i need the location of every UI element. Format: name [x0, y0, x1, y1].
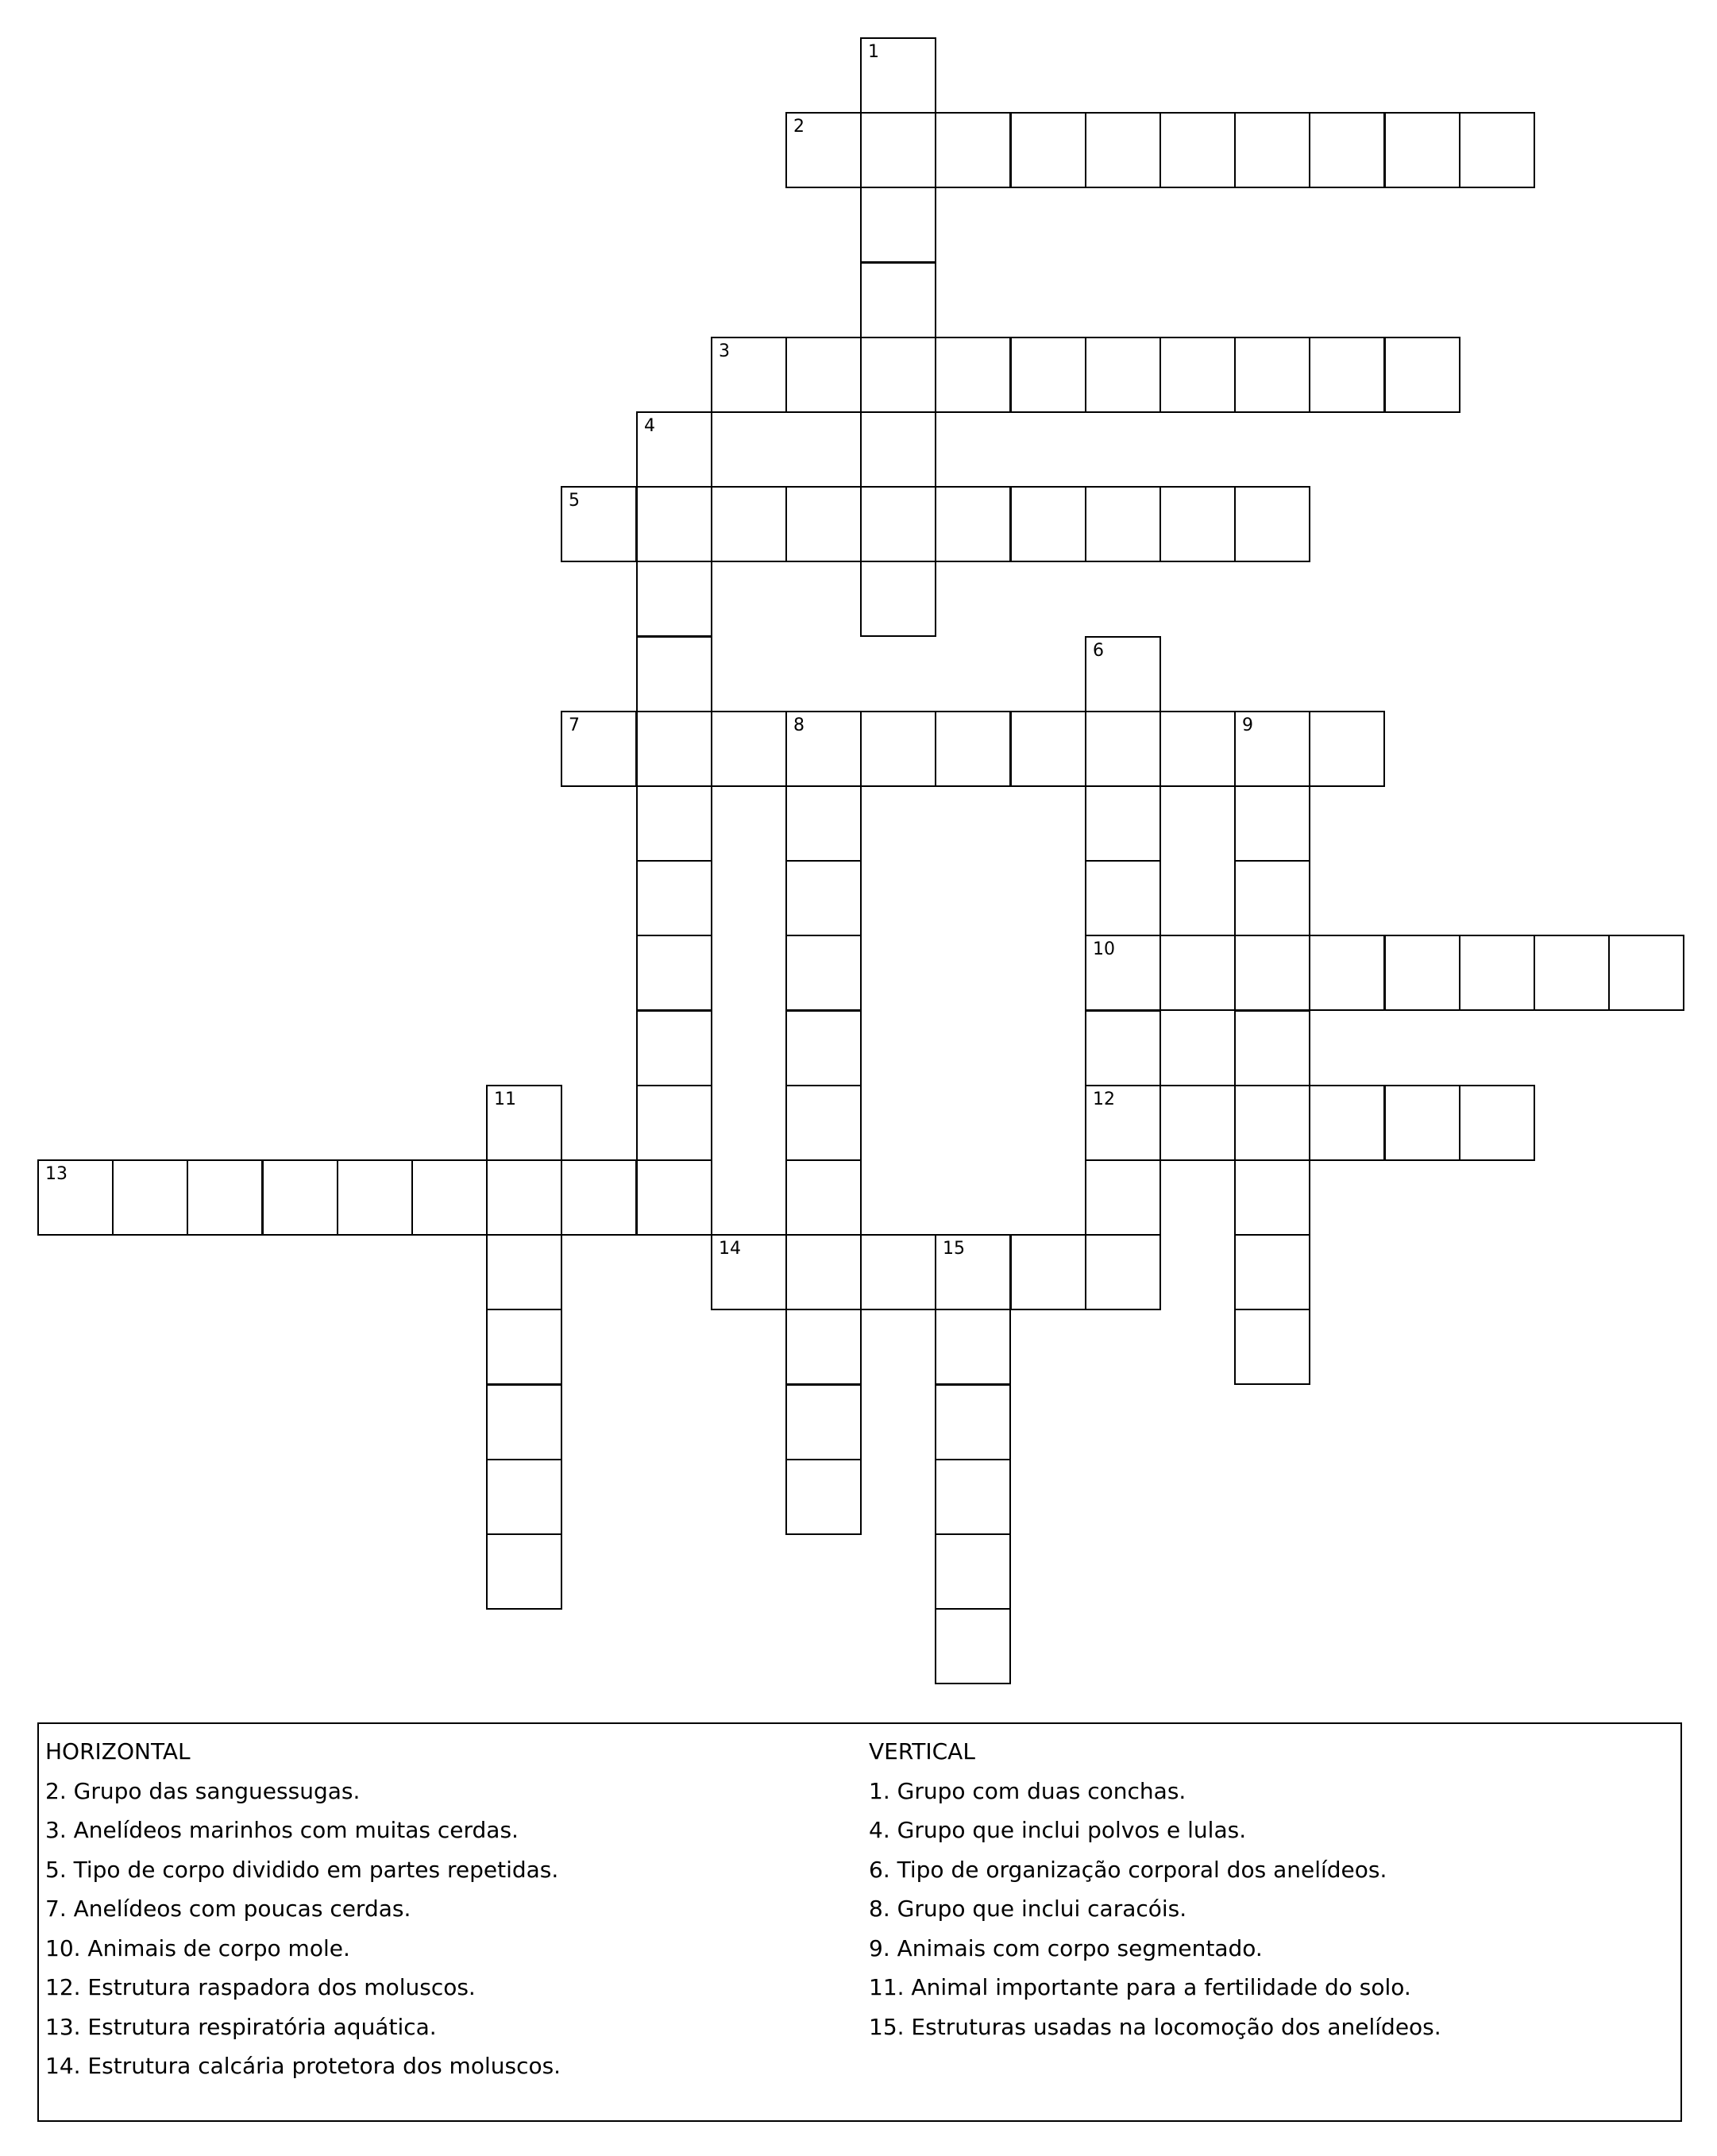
grid-cell[interactable]	[785, 1309, 862, 1385]
clue-number: 2	[793, 117, 804, 137]
horizontal-clue-12: 12. Estrutura raspadora dos moluscos.	[45, 1974, 476, 2000]
grid-cell[interactable]	[337, 1159, 413, 1236]
grid-cell[interactable]	[486, 1533, 562, 1610]
grid-cell[interactable]	[860, 1234, 936, 1310]
grid-cell[interactable]	[1085, 337, 1161, 413]
grid-cell[interactable]	[1234, 785, 1310, 862]
grid-cell[interactable]	[1384, 935, 1460, 1011]
grid-cell[interactable]	[1234, 486, 1310, 562]
grid-cell[interactable]	[561, 711, 637, 787]
grid-cell[interactable]	[785, 785, 862, 862]
grid-cell[interactable]	[935, 486, 1011, 562]
clue-number: 9	[1242, 715, 1253, 735]
grid-cell[interactable]	[935, 1234, 1011, 1310]
grid-cell[interactable]	[1459, 935, 1535, 1011]
clue-number: 7	[569, 715, 580, 735]
grid-cell[interactable]	[711, 711, 787, 787]
grid-cell[interactable]	[935, 1608, 1011, 1684]
clue-number: 4	[644, 416, 655, 436]
grid-cell[interactable]	[1309, 711, 1385, 787]
grid-cell[interactable]	[636, 561, 712, 637]
grid-cell[interactable]	[486, 1309, 562, 1385]
grid-cell[interactable]	[1085, 785, 1161, 862]
grid-cell[interactable]	[636, 411, 712, 488]
grid-cell[interactable]	[860, 262, 936, 338]
horizontal-clues-title: HORIZONTAL	[45, 1738, 191, 1765]
grid-cell[interactable]	[486, 1159, 562, 1236]
horizontal-clue-5: 5. Tipo de corpo dividido em partes repetidas.	[45, 1856, 559, 1883]
grid-cell[interactable]	[785, 486, 862, 562]
grid-cell[interactable]	[785, 1010, 862, 1086]
grid-cell[interactable]	[636, 486, 712, 562]
grid-cell[interactable]	[1159, 935, 1236, 1011]
horizontal-clue-14: 14. Estrutura calcária protetora dos moluscos.	[45, 2053, 561, 2079]
grid-cell[interactable]	[785, 1085, 862, 1161]
grid-cell[interactable]	[935, 711, 1011, 787]
clue-number: 3	[719, 341, 730, 361]
grid-cell[interactable]	[1085, 860, 1161, 936]
grid-cell[interactable]	[411, 1159, 488, 1236]
grid-cell[interactable]	[935, 1459, 1011, 1535]
grid-cell[interactable]	[935, 1384, 1011, 1460]
grid-cell[interactable]	[1234, 935, 1310, 1011]
grid-cell[interactable]	[935, 337, 1011, 413]
grid-cell[interactable]	[785, 112, 862, 188]
grid-cell[interactable]	[112, 1159, 188, 1236]
grid-cell[interactable]	[1085, 1085, 1161, 1161]
horizontal-clue-3: 3. Anelídeos marinhos com muitas cerdas.	[45, 1817, 519, 1843]
clue-number: 1	[868, 42, 879, 62]
grid-cell[interactable]	[1309, 337, 1385, 413]
grid-cell[interactable]	[486, 1234, 562, 1310]
horizontal-clue-2: 2. Grupo das sanguessugas.	[45, 1777, 361, 1804]
grid-cell[interactable]	[1010, 337, 1086, 413]
vertical-clue-1: 1. Grupo com duas conchas.	[869, 1777, 1186, 1804]
vertical-clues	[869, 1732, 1441, 2046]
grid-cell[interactable]	[1159, 486, 1236, 562]
grid-cell[interactable]	[1085, 1234, 1161, 1310]
clue-number: 8	[793, 715, 804, 735]
grid-cell[interactable]	[486, 1384, 562, 1460]
grid-cell[interactable]	[1309, 112, 1385, 188]
grid-cell[interactable]	[860, 187, 936, 263]
grid-cell[interactable]	[636, 785, 712, 862]
grid-cell[interactable]	[1234, 711, 1310, 787]
clue-number: 15	[943, 1239, 965, 1259]
grid-cell[interactable]	[1010, 112, 1086, 188]
grid-cell[interactable]	[636, 711, 712, 787]
grid-cell[interactable]	[860, 337, 936, 413]
grid-cell[interactable]	[1085, 935, 1161, 1011]
vertical-clue-11: 11. Animal importante para a fertilidade do solo.	[869, 1974, 1411, 2000]
grid-cell[interactable]	[1234, 1085, 1310, 1161]
grid-cell[interactable]	[860, 711, 936, 787]
grid-cell[interactable]	[1085, 112, 1161, 188]
grid-cell[interactable]	[1309, 935, 1385, 1011]
grid-cell[interactable]	[860, 561, 936, 637]
clue-number: 13	[45, 1164, 68, 1184]
grid-cell[interactable]	[636, 860, 712, 936]
clue-number: 6	[1093, 641, 1104, 661]
horizontal-clue-10: 10. Animais de corpo mole.	[45, 1934, 350, 1961]
grid-cell[interactable]	[1010, 1234, 1086, 1310]
vertical-clue-9: 9. Animais com corpo segmentado.	[869, 1934, 1263, 1961]
grid-cell[interactable]	[1234, 337, 1310, 413]
grid-cell[interactable]	[785, 1159, 862, 1236]
grid-cell[interactable]	[1159, 112, 1236, 188]
horizontal-clue-7: 7. Anelídeos com poucas cerdas.	[45, 1896, 411, 1922]
grid-cell[interactable]	[935, 1309, 1011, 1385]
grid-cell[interactable]	[1234, 1309, 1310, 1385]
grid-cell[interactable]	[785, 860, 862, 936]
grid-cell[interactable]	[187, 1159, 263, 1236]
clue-number: 5	[569, 491, 580, 511]
clue-number: 11	[494, 1090, 516, 1109]
grid-cell[interactable]	[1085, 636, 1161, 712]
clue-number: 10	[1093, 939, 1115, 959]
horizontal-clue-13: 13. Estrutura respiratória aquática.	[45, 2013, 437, 2040]
grid-cell[interactable]	[785, 337, 862, 413]
grid-cell[interactable]	[1608, 935, 1684, 1011]
grid-cell[interactable]	[711, 1234, 787, 1310]
grid-cell[interactable]	[711, 486, 787, 562]
grid-cell[interactable]	[1459, 1085, 1535, 1161]
grid-cell[interactable]	[785, 935, 862, 1011]
vertical-clue-4: 4. Grupo que inclui polvos e lulas.	[869, 1817, 1247, 1843]
grid-cell[interactable]	[1234, 1159, 1310, 1236]
grid-cell[interactable]	[636, 1159, 712, 1236]
grid-cell[interactable]	[1085, 711, 1161, 787]
grid-cell[interactable]	[1085, 486, 1161, 562]
grid-cell[interactable]	[1010, 486, 1086, 562]
grid-cell[interactable]	[37, 1159, 114, 1236]
grid-cell[interactable]	[486, 1085, 562, 1161]
grid-cell[interactable]	[860, 486, 936, 562]
grid-cell[interactable]	[636, 1010, 712, 1086]
vertical-clue-8: 8. Grupo que inclui caracóis.	[869, 1896, 1187, 1922]
grid-cell[interactable]	[1384, 337, 1460, 413]
grid-cell[interactable]	[860, 37, 936, 114]
grid-cell[interactable]	[636, 636, 712, 712]
grid-cell[interactable]	[1159, 1085, 1236, 1161]
grid-cell[interactable]	[785, 711, 862, 787]
grid-cell[interactable]	[860, 411, 936, 488]
clues-box	[37, 1722, 1682, 2122]
vertical-clue-15: 15. Estruturas usadas na locomoção dos anelídeos.	[869, 2013, 1441, 2040]
grid-cell[interactable]	[785, 1384, 862, 1460]
grid-cell[interactable]	[1384, 1085, 1460, 1161]
horizontal-clues	[45, 1732, 561, 2086]
grid-cell[interactable]	[935, 112, 1011, 188]
grid-cell[interactable]	[1234, 112, 1310, 188]
vertical-clue-6: 6. Tipo de organização corporal dos anelídeos.	[869, 1856, 1387, 1883]
clue-number: 12	[1093, 1090, 1115, 1109]
grid-cell[interactable]	[1085, 1010, 1161, 1086]
grid-cell[interactable]	[860, 112, 936, 188]
grid-cell[interactable]	[1459, 112, 1535, 188]
clue-number: 14	[719, 1239, 741, 1259]
grid-cell[interactable]	[711, 337, 787, 413]
grid-cell[interactable]	[561, 486, 637, 562]
grid-cell[interactable]	[1234, 1234, 1310, 1310]
grid-cell[interactable]	[785, 1459, 862, 1535]
grid-cell[interactable]	[1159, 337, 1236, 413]
grid-cell[interactable]	[636, 935, 712, 1011]
grid-cell[interactable]	[262, 1159, 338, 1236]
grid-cell[interactable]	[785, 1234, 862, 1310]
grid-cell[interactable]	[1085, 1159, 1161, 1236]
grid-cell[interactable]	[1010, 711, 1086, 787]
grid-cell[interactable]	[561, 1159, 637, 1236]
grid-cell[interactable]	[1159, 711, 1236, 787]
grid-cell[interactable]	[1234, 860, 1310, 936]
grid-cell[interactable]	[935, 1533, 1011, 1610]
grid-cell[interactable]	[1309, 1085, 1385, 1161]
grid-cell[interactable]	[636, 1085, 712, 1161]
grid-cell[interactable]	[486, 1459, 562, 1535]
vertical-clues-title: VERTICAL	[869, 1738, 975, 1765]
grid-cell[interactable]	[1534, 935, 1610, 1011]
grid-cell[interactable]	[1234, 1010, 1310, 1086]
grid-cell[interactable]	[1384, 112, 1460, 188]
